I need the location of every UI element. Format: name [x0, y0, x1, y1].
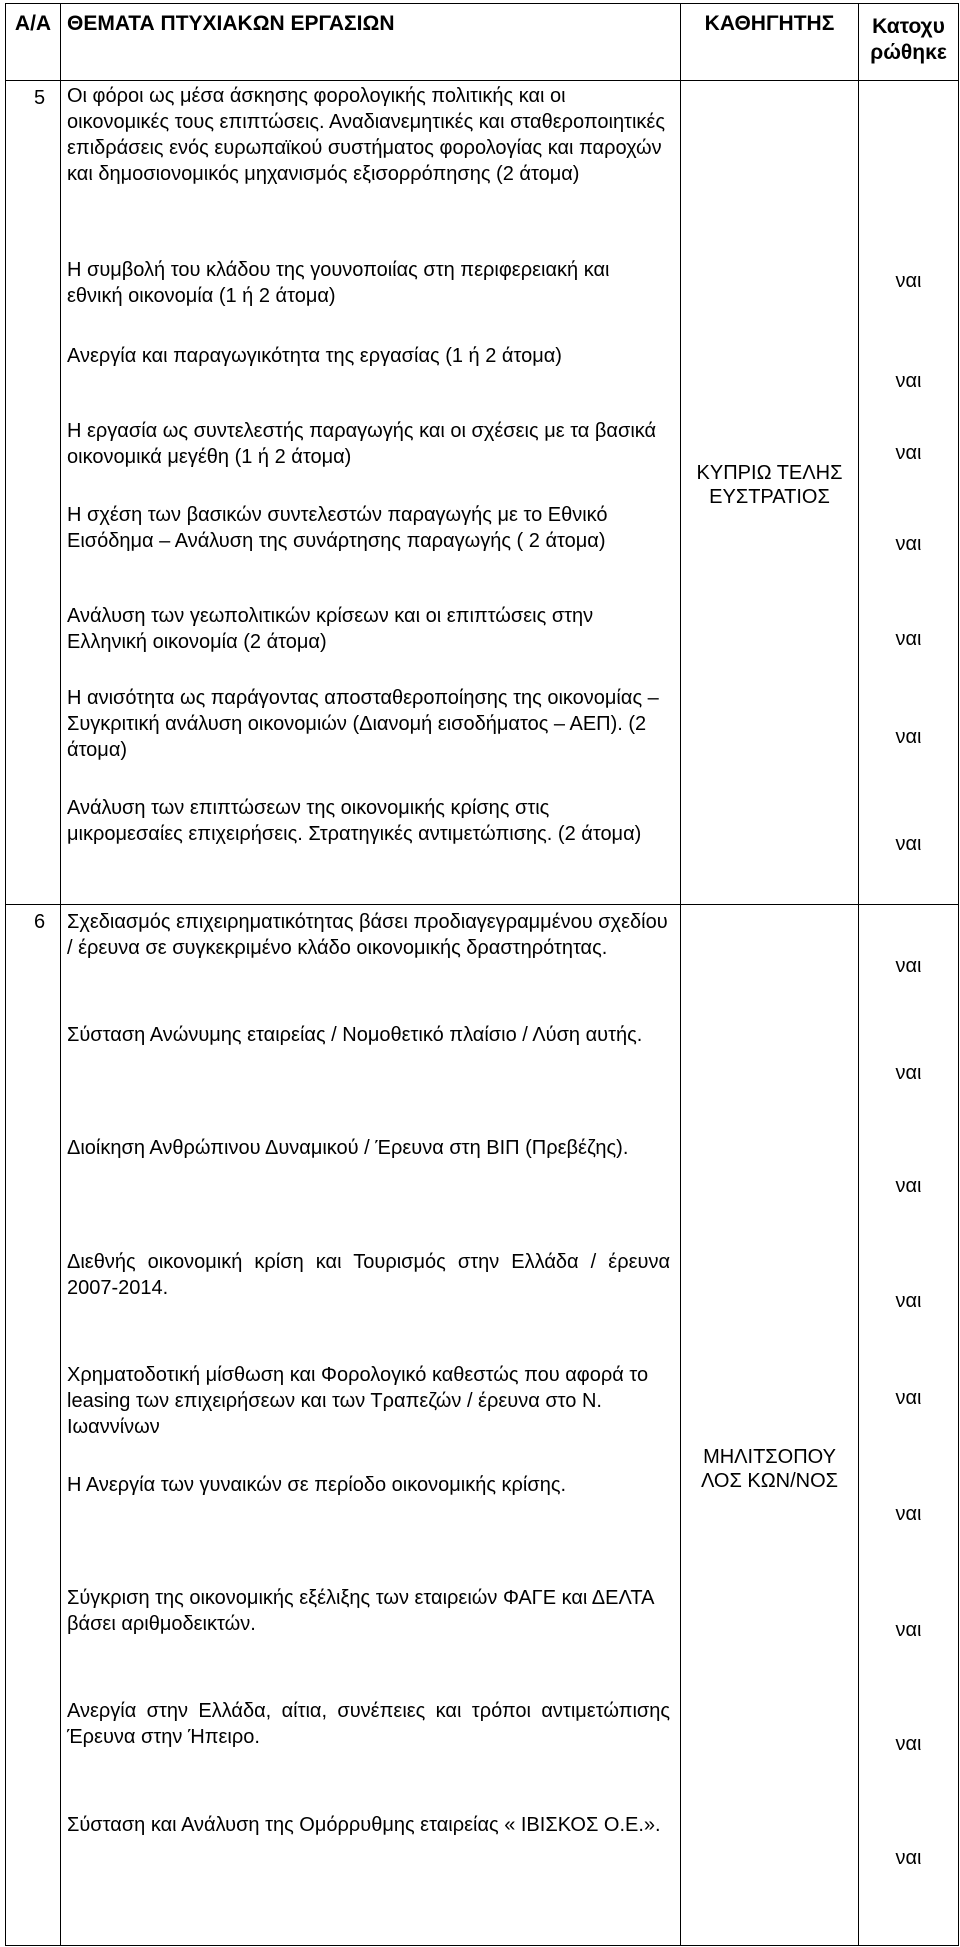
topics-cell	[61, 905, 681, 1946]
occupied-cell	[859, 81, 959, 905]
topic-list	[67, 81, 670, 904]
topic-item: Η εργασία ως συντελεστής παραγωγής και οι σχέσεις με τα βασικά οικονομικά μεγέθη (1 ή 2 άτομα)	[67, 420, 657, 468]
occupied-value: ναι	[895, 1062, 922, 1084]
topic-item: Διεθνής οικονομική κρίση και Τουρισμός στην Ελλάδα / έρευνα 2007-2014.	[67, 1251, 670, 1299]
topic-item: Σύσταση Ανώνυμης εταιρείας / Νομοθετικό πλαίσιο / Λύση αυτής.	[67, 1024, 643, 1046]
header-aa: Α/Α	[6, 4, 61, 81]
occupied-value: ναι	[895, 1175, 922, 1197]
occupied-value: ναι	[895, 442, 922, 464]
occupied-cell	[859, 905, 959, 1946]
topic-item: Οι φόροι ως μέσα άσκησης φορολογικής πολιτικής και οι οικονομικές τους επιπτώσεις. Αναδιανεμητικές και σταθεροποιητικές επιδράσεις ενός ευρωπαϊκού συστήματος φορολογίας και παροχών και δημοσιονομικός μηχανισμός εξισορρόπησης (2 άτομα)	[67, 85, 665, 185]
topic-item: Ανεργία στην Ελλάδα, αίτια, συνέπειες και τρόποι αντιμετώπισης Έρευνα στην Ήπειρο.	[67, 1700, 670, 1748]
occupied-value: ναι	[895, 1290, 922, 1312]
occupied-value: ναι	[895, 270, 922, 292]
topic-list	[67, 905, 670, 1945]
topic-item: Η σχέση των βασικών συντελεστών παραγωγής με το Εθνικό Εισόδημα – Ανάλυση της συνάρτησης παραγωγής ( 2 άτομα)	[67, 504, 608, 552]
topic-item: Η συμβολή του κλάδου της γουνοποιίας στη περιφερειακή και εθνική οικονομία (1 ή 2 άτομα)	[67, 259, 610, 307]
topic-item: Ανάλυση των γεωπολιτικών κρίσεων και οι επιπτώσεις στην Ελληνική οικονομία (2 άτομα)	[67, 605, 594, 653]
topic-item: Σύσταση και Ανάλυση της Ομόρρυθμης εταιρείας « ΙΒΙΣΚΟΣ Ο.Ε.».	[67, 1814, 661, 1836]
theses-table	[5, 3, 959, 1946]
occupied-value: ναι	[895, 1503, 922, 1525]
topic-item: Σύγκριση της οικονομικής εξέλιξης των εταιρειών ΦΑΓΕ και ΔΕΛΤΑ βάσει αριθμοδεικτών.	[67, 1587, 654, 1635]
occupied-value: ναι	[895, 1387, 922, 1409]
professor-cell	[681, 81, 859, 905]
occupied-value: ναι	[895, 533, 922, 555]
topic-item: Διοίκηση Ανθρώπινου Δυναμικού / Έρευνα στη ΒΙΠ (Πρεβέζης).	[67, 1137, 629, 1159]
header-topics: ΘΕΜΑΤΑ ΠΤΥΧΙΑΚΩΝ ΕΡΓΑΣΙΩΝ	[61, 4, 681, 81]
occupied-value: ναι	[895, 1733, 922, 1755]
occupied-value: ναι	[895, 726, 922, 748]
topics-cell	[61, 81, 681, 905]
topic-item: Ανάλυση των επιπτώσεων της οικονομικής κρίσης στις μικρομεσαίες επιχειρήσεις. Στρατηγικές αντιμετώπισης. (2 άτομα)	[67, 797, 642, 845]
group-number: 5	[6, 81, 61, 905]
professor-name: ΜΗΛΙΤΣΟΠΟΥ ΛΟΣ ΚΩΝ/ΝΟΣ	[700, 1446, 839, 1492]
professor-name: ΚΥΠΡΙΩ ΤΕΛΗΣ ΕΥΣΤΡΑΤΙΟΣ	[696, 462, 843, 508]
group-row-6	[6, 905, 959, 1946]
group-number: 6	[6, 905, 61, 1946]
professor-cell	[681, 905, 859, 1946]
topic-item: Σχεδιασμός επιχειρηματικότητας βάσει προδιαγεγραμμένου σχεδίου / έρευνα σε συγκεκριμένο κλάδο οικονομικής δραστηρότητας.	[67, 911, 668, 959]
occupied-value: ναι	[895, 1847, 922, 1869]
header-professor: ΚΑΘΗΓΗΤΗΣ	[681, 4, 859, 81]
header-occupied: Κατοχυ ρώθηκε	[859, 4, 959, 81]
occupied-value: ναι	[895, 1619, 922, 1641]
occupied-value: ναι	[895, 955, 922, 977]
topic-item: Η Ανεργία των γυναικών σε περίοδο οικονομικής κρίσης.	[67, 1474, 567, 1496]
occupied-value: ναι	[895, 833, 922, 855]
topic-item: Ανεργία και παραγωγικότητα της εργασίας (1 ή 2 άτομα)	[67, 345, 562, 367]
occupied-value: ναι	[895, 370, 922, 392]
topic-item: Η ανισότητα ως παράγοντας αποσταθεροποίησης της οικονομίας – Συγκριτική ανάλυση οικονομιών (Διανομή εισοδήματος – ΑΕΠ). (2 άτομα)	[67, 687, 659, 761]
topic-item: Χρηματοδοτική μίσθωση και Φορολογικό καθεστώς που αφορά το leasing των επιχειρήσεων και των Τραπεζών / έρευνα στο Ν. Ιωαννίνων	[67, 1364, 649, 1438]
header-row	[6, 4, 959, 81]
occupied-value: ναι	[895, 628, 922, 650]
group-row-5	[6, 81, 959, 905]
